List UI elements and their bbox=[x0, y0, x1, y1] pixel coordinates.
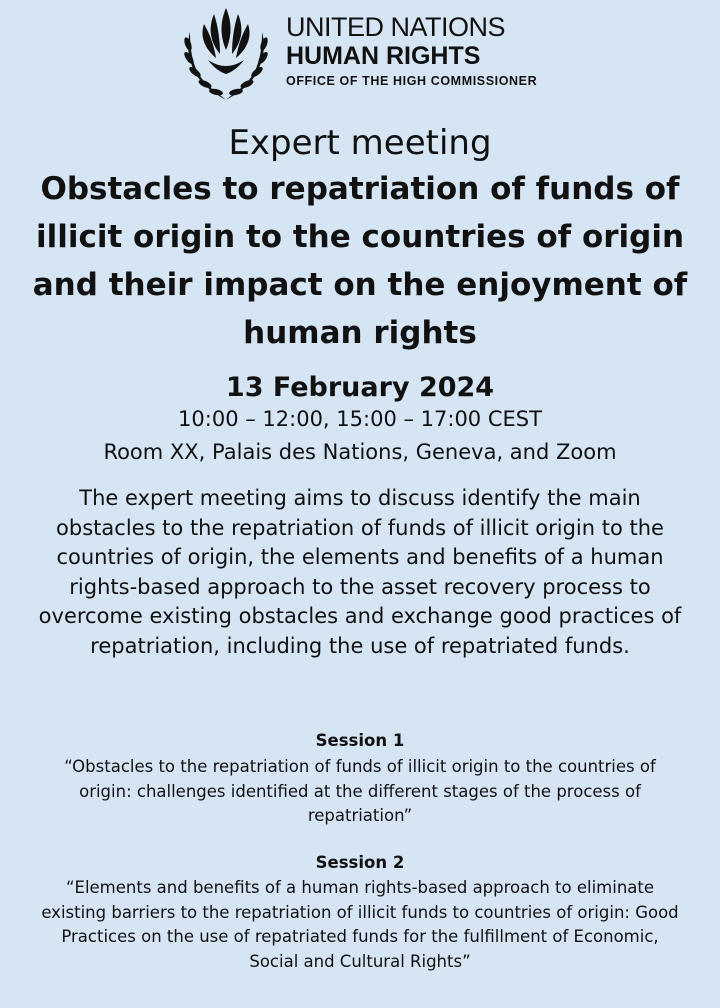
meeting-type: Expert meeting bbox=[228, 123, 492, 163]
ohchr-logo bbox=[172, 0, 538, 108]
session-2-title: “Elements and benefits of a human rights-based approach to eliminate existing barriers to the repatriation of illicit funds to countries of origin: Good Practices on the use of repatriated funds for the fulfillment of Economic, Social and Cultural Rights” bbox=[41, 878, 679, 971]
org-name-line3: OFFICE OF THE HIGH COMMISSIONER bbox=[286, 74, 538, 88]
meeting-date: 13 February 2024 bbox=[225, 372, 495, 403]
un-emblem-icon bbox=[174, 2, 278, 106]
session-1-title: “Obstacles to the repatriation of funds of illicit origin to the countries of origin: challenges identified at the different stages of the process of repatriation” bbox=[64, 757, 656, 825]
meeting-title: Obstacles to repatriation of funds of illicit origin to the countries of origin and their impact on the enjoyment of human rights bbox=[32, 171, 688, 351]
session-1-label: Session 1 bbox=[315, 731, 405, 750]
meeting-location: Room XX, Palais des Nations, Geneva, and Zoom bbox=[103, 440, 617, 464]
org-name-line2: HUMAN RIGHTS bbox=[286, 42, 481, 70]
meeting-time: 10:00 – 12:00, 15:00 – 17:00 CEST bbox=[178, 407, 542, 431]
meeting-description: The expert meeting aims to discuss identify the main obstacles to the repatriation of funds of illicit origin to the countries of origin, the elements and benefits of a human rights-based approach to the asset recovery process to overcome existing obstacles and exchange good practices of repatriation, including the use of repatriated funds. bbox=[38, 486, 682, 658]
org-name-line1: UNITED NATIONS bbox=[286, 12, 506, 42]
session-2-label: Session 2 bbox=[315, 853, 405, 872]
org-name bbox=[286, 12, 537, 92]
